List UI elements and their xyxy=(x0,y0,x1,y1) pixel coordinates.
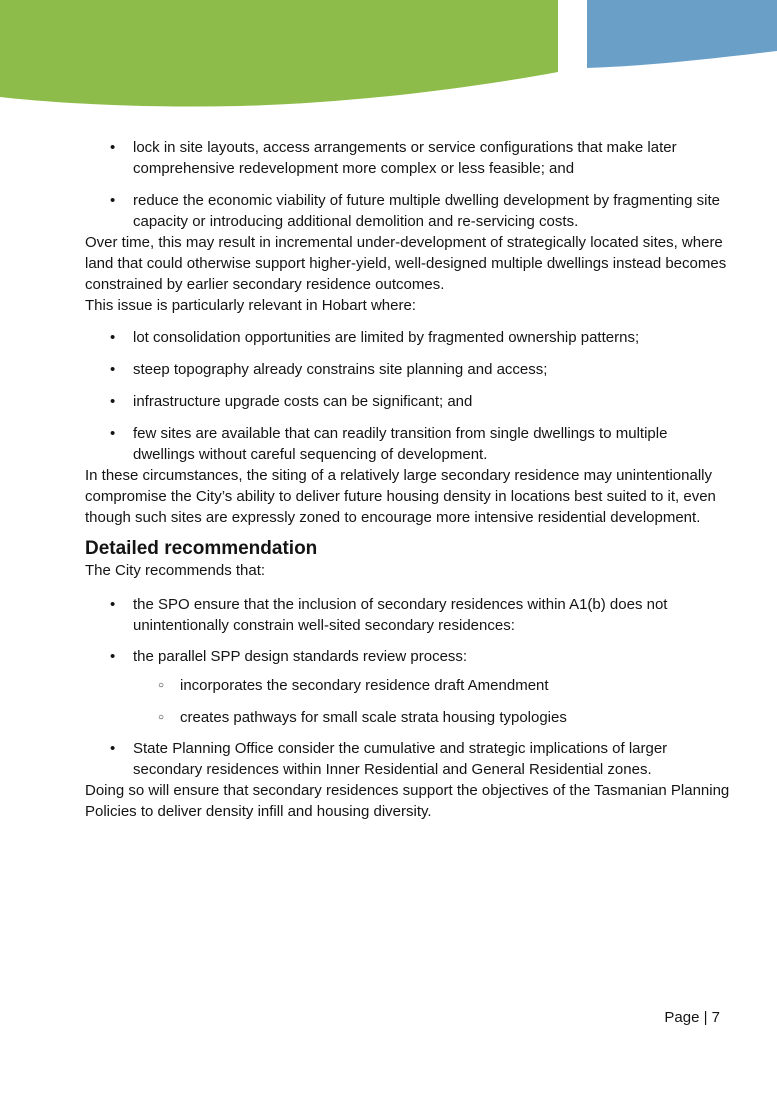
paragraph-doing-so: Doing so will ensure that secondary residences support the objectives of the Tasmanian Planning Policies to deliver density infill and housing diversity. xyxy=(85,782,730,820)
list-item xyxy=(85,190,730,232)
list-item xyxy=(85,391,730,412)
list-item xyxy=(85,646,730,667)
list-item xyxy=(85,423,730,465)
sub-bullet-icon: ○ xyxy=(158,712,165,723)
bullet-icon: • xyxy=(110,596,116,613)
list-item-text: the SPO ensure that the inclusion of secondary residences within A1(b) does not unintentionally constrain well-sited secondary residences: xyxy=(133,596,668,634)
bullet-icon: • xyxy=(110,329,116,346)
bullet-icon: • xyxy=(110,139,116,156)
list-item xyxy=(85,359,730,380)
sub-bullet-icon: ○ xyxy=(158,680,165,691)
bullet-icon: • xyxy=(110,648,116,665)
bullet-icon: • xyxy=(110,192,116,209)
paragraph-circumstances: In these circumstances, the siting of a relatively large secondary residence may unintentionally compromise the City’s ability to deliver future housing density in locations best suited to it, even though such sites are expressly zoned to encourage more intensive residential development. xyxy=(85,467,716,526)
page-number: Page | 7 xyxy=(664,1009,720,1026)
bullet-icon: • xyxy=(110,425,116,442)
list-item-text: lot consolidation opportunities are limited by fragmented ownership patterns; xyxy=(133,329,640,346)
list-item-text: steep topography already constrains site planning and access; xyxy=(133,361,548,378)
sub-list-item-text: creates pathways for small scale strata housing typologies xyxy=(180,709,567,726)
list-item xyxy=(85,594,730,636)
sub-list-item xyxy=(85,707,730,728)
bullet-icon: • xyxy=(110,393,116,410)
list-item-text: few sites are available that can readily transition from single dwellings to multiple dwellings without careful sequencing of development. xyxy=(133,425,668,463)
list-item xyxy=(85,137,730,179)
paragraph-over-time: Over time, this may result in incremental under-development of strategically located sites, where land that could otherwise support higher-yield, well-designed multiple dwellings instead becomes constrained by earlier secondary residence outcomes. xyxy=(85,234,727,293)
list-item-text: reduce the economic viability of future multiple dwelling development by fragmenting site capacity or introducing additional demolition and re-servicing costs. xyxy=(133,192,720,230)
list-item-text: infrastructure upgrade costs can be significant; and xyxy=(133,393,473,410)
paragraph-issue: This issue is particularly relevant in Hobart where: xyxy=(85,297,416,314)
section-heading: Detailed recommendation xyxy=(85,538,318,559)
sub-list-item xyxy=(85,675,730,696)
bullet-icon: • xyxy=(110,361,116,378)
list-item-text: lock in site layouts, access arrangements or service configurations that make later comprehensive redevelopment more complex or less feasible; and xyxy=(133,139,677,177)
list-item xyxy=(85,327,730,348)
list-item-text: the parallel SPP design standards review process: xyxy=(133,648,468,665)
bullet-icon: • xyxy=(110,740,116,757)
sub-list-item-text: incorporates the secondary residence draft Amendment xyxy=(180,677,549,694)
paragraph-recommends: The City recommends that: xyxy=(85,562,266,579)
list-item-text: State Planning Office consider the cumulative and strategic implications of larger secondary residences within Inner Residential and General Residential zones. xyxy=(133,740,668,778)
list-item xyxy=(85,738,730,780)
